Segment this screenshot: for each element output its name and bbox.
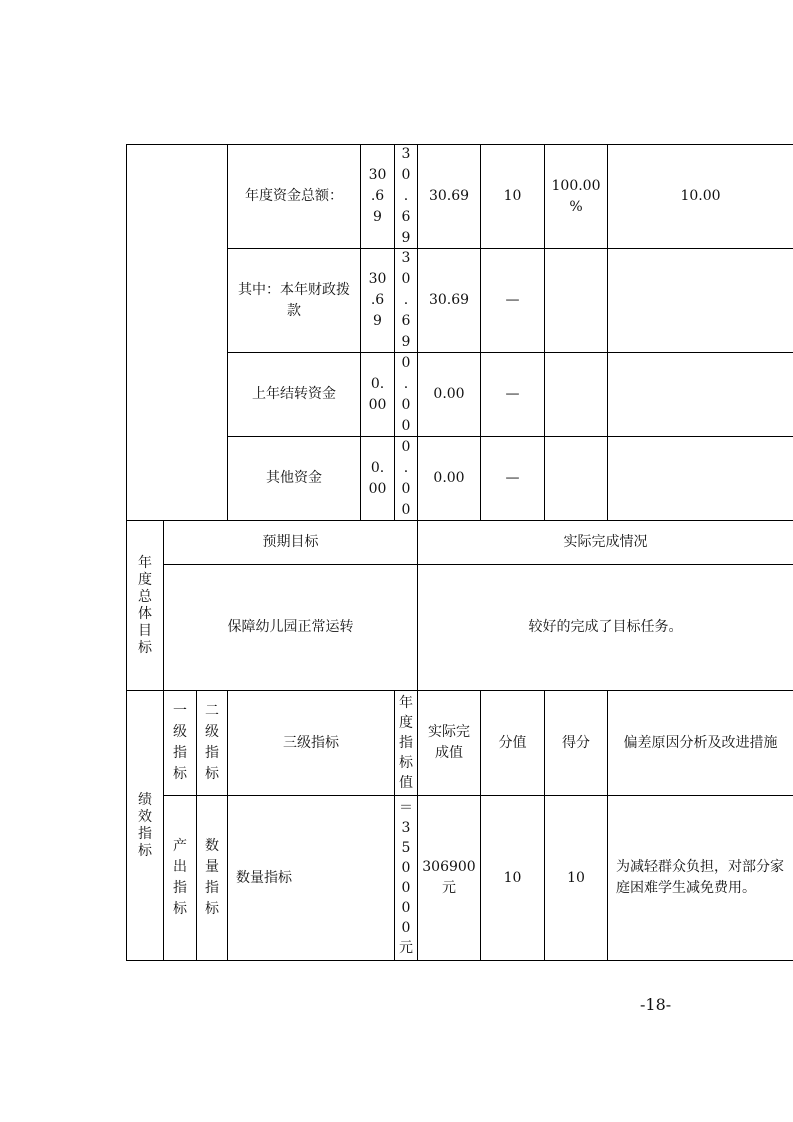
expected-goal-header: 预期目标	[262, 534, 319, 550]
header-level1-indicator: 一 级 指 标	[173, 703, 187, 782]
row-level2-indicator: 数 量 指 标	[205, 838, 219, 917]
funds-executed: 30.69	[428, 188, 470, 204]
funds-execution-rate	[545, 249, 607, 352]
performance-section-label: 绩 效 指 标	[138, 791, 152, 859]
funds-executed: 30.69	[428, 292, 470, 308]
header-level2-indicator: 二 级 指 标	[205, 703, 219, 782]
funds-score: 10.00	[680, 188, 721, 204]
row-actual-value: 306900 元	[422, 859, 476, 896]
header-score-value: 分值	[498, 734, 527, 751]
funds-adjusted: 0 . 0 0	[401, 438, 411, 518]
row-score: 10	[567, 869, 585, 886]
funds-score-value: —	[505, 470, 520, 486]
funds-budget: 30 .6 9	[368, 167, 387, 225]
funds-executed: 0.00	[433, 386, 465, 402]
funds-budget: 30 .6 9	[368, 271, 387, 329]
header-score: 得分	[562, 734, 590, 751]
funds-score-value: —	[505, 386, 520, 402]
funds-execution-rate	[545, 437, 607, 520]
goals-section-label: 年 度 总 体 目 标	[138, 554, 152, 656]
funds-score	[608, 437, 793, 520]
header-annual-target: 年 度 指 标 值	[399, 695, 413, 791]
funds-adjusted: 3 0 . 6 9	[401, 146, 411, 246]
header-actual-value: 实际完 成值	[428, 724, 470, 761]
expected-goal-text: 保障幼儿园正常运转	[227, 619, 354, 635]
funds-execution-rate: 100.00 %	[551, 177, 601, 215]
funds-execution-rate	[545, 353, 607, 436]
funds-budget: 0. 00	[368, 375, 387, 413]
funds-label: 其中：本年财政拨款	[238, 281, 350, 319]
funds-adjusted: 3 0 . 6 9	[401, 250, 411, 350]
funds-score	[608, 249, 793, 352]
funds-score	[608, 353, 793, 436]
funds-label: 年度资金总额：	[245, 188, 343, 204]
funds-score-value: —	[505, 292, 520, 308]
funds-adjusted: 0 . 0 0	[401, 354, 411, 434]
header-deviation-analysis: 偏差原因分析及改进措施	[623, 734, 778, 751]
row-deviation-analysis: 为减轻群众负担，对部分家庭困难学生减免费用。	[616, 859, 784, 896]
row-level3-indicator: 数量指标	[236, 869, 292, 886]
funds-score-value: 10	[503, 188, 522, 204]
funds-label: 上年结转资金	[252, 386, 336, 402]
row-annual-target: ＝ 3 5 0 0 0 0 元	[399, 800, 413, 956]
funds-budget: 0. 00	[368, 459, 387, 497]
page-number: -18-	[640, 995, 672, 1014]
funds-label: 其他资金	[266, 470, 322, 486]
actual-result-header: 实际完成情况	[563, 534, 648, 550]
header-level3-indicator: 三级指标	[283, 734, 339, 751]
row-level1-indicator: 产 出 指 标	[173, 838, 187, 917]
funds-executed: 0.00	[433, 470, 465, 486]
actual-result-text: 较好的完成了目标任务。	[528, 619, 683, 635]
row-score-value: 10	[503, 869, 522, 886]
